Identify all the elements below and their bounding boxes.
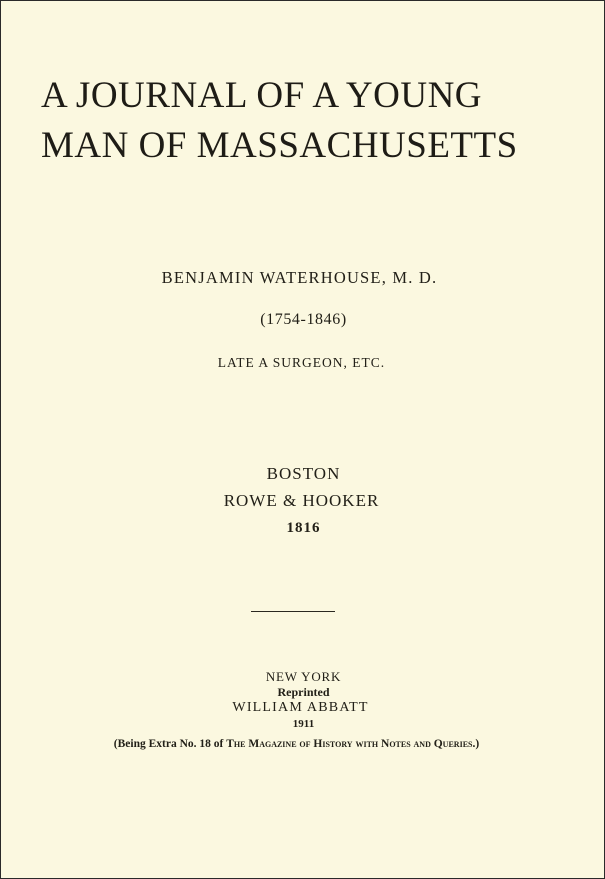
series-note-magazine: The Magazine of History with Notes and Queries. [226,738,476,750]
author-role: LATE A SURGEON, ETC. [217,355,386,370]
original-city: BOSTON [266,464,341,483]
reprint-year: 1911 [292,718,315,730]
original-publisher: ROWE & HOOKER [223,491,380,510]
reprint-city: NEW YORK [265,669,342,684]
book-title [41,71,518,171]
series-note [0,738,599,750]
reprint-publisher: WILLIAM ABBATT [232,700,369,715]
reprint-label: Reprinted [277,685,330,699]
author-name: BENJAMIN WATERHOUSE, M. D. [161,268,438,287]
series-note-suffix: ) [475,738,480,750]
series-note-prefix: (Being Extra No. 18 of [113,738,227,750]
book-title-line-1: A JOURNAL OF A YOUNG [41,75,483,116]
author-lifespan: (1754-1846) [260,311,347,328]
original-year: 1816 [286,520,321,536]
book-title-line-2: MAN OF MASSACHUSETTS [41,125,518,166]
divider-rule [251,611,335,612]
